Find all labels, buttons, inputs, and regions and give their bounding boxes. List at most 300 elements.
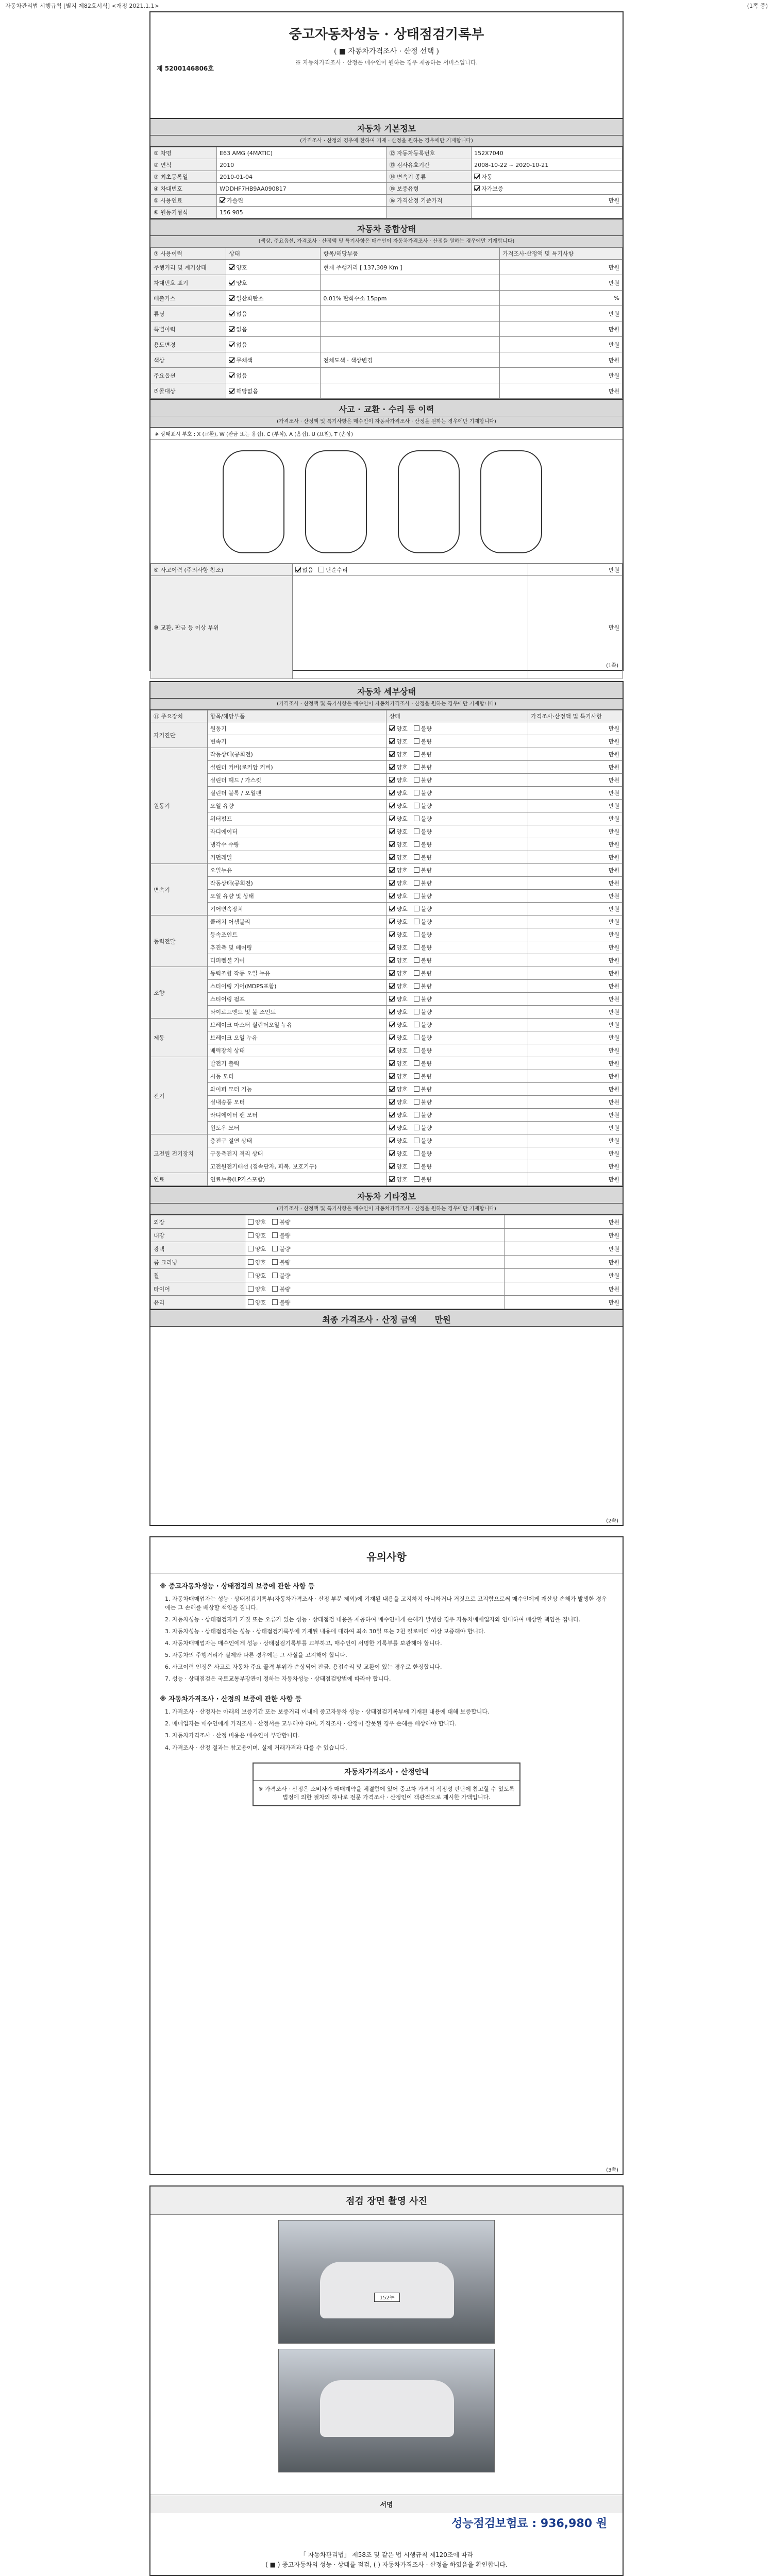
state-bad: 불량	[279, 1299, 291, 1306]
checkbox-icon[interactable]	[414, 1176, 419, 1182]
state-good: 양호	[396, 1035, 408, 1041]
checkbox-icon[interactable]	[389, 854, 395, 860]
column-header: 상태	[386, 710, 528, 722]
state-good: 양호	[396, 919, 408, 925]
checkbox-icon[interactable]	[414, 790, 419, 795]
inspection-photo-front	[278, 2220, 495, 2344]
state-good: 양호	[396, 790, 408, 796]
table-row	[151, 851, 623, 864]
item-label: 용도변경	[151, 337, 226, 352]
table-row	[151, 1173, 623, 1186]
state-bad: 불량	[279, 1259, 291, 1266]
price-cell: 만원	[528, 1031, 622, 1044]
price-cell: 만원	[500, 383, 623, 399]
list-item: 4. 가격조사 · 산정 결과는 참고용이며, 실제 거래가격과 다를 수 있습니다.	[165, 1744, 347, 1751]
checkbox-label: 없음	[236, 326, 247, 333]
item-label: 추진축 및 베어링	[207, 941, 386, 954]
item-label: 변속기	[207, 735, 386, 748]
final-price-title	[150, 1309, 623, 1327]
checkbox-icon[interactable]	[414, 880, 419, 886]
state-bad: 불량	[421, 1086, 432, 1093]
item-state	[386, 1134, 528, 1147]
checkbox-icon[interactable]	[389, 919, 395, 924]
checkbox-icon[interactable]	[389, 725, 395, 731]
checkbox-icon[interactable]	[389, 1176, 395, 1182]
checkbox-icon[interactable]	[248, 1219, 254, 1225]
column-header: 항목/해당부품	[207, 710, 386, 722]
checkbox-label: 무채색	[236, 357, 253, 364]
price-cell: 만원	[505, 1282, 623, 1296]
state-bad: 불량	[421, 828, 432, 835]
checkbox-icon[interactable]	[414, 803, 419, 808]
table-row	[151, 1057, 623, 1070]
state-bad: 불량	[421, 931, 432, 938]
price-cell: 만원	[528, 903, 622, 916]
checkbox-icon[interactable]	[389, 1125, 395, 1130]
table-header-row	[151, 248, 623, 260]
checkbox-label: 자가보증	[481, 185, 503, 192]
checkbox-icon[interactable]	[272, 1232, 278, 1238]
accident-note: (가격조사 · 산정액 및 특기사항은 매수인이 자동차가격조사 · 산정을 원하는 경우에만 기재합니다)	[150, 416, 623, 428]
price-cell: %	[500, 291, 623, 306]
item-state	[386, 812, 528, 825]
notice-list-2	[150, 1707, 623, 1752]
column-header: ⑦ 사용이력	[151, 248, 226, 260]
checkbox-label: 단순수리	[326, 567, 348, 573]
price-cell: 만원	[528, 980, 622, 993]
checkbox-icon[interactable]	[389, 906, 395, 911]
checkbox-icon[interactable]	[389, 880, 395, 886]
checkbox-icon[interactable]	[414, 738, 419, 744]
checkbox-icon[interactable]	[414, 919, 419, 924]
field-label	[386, 207, 472, 218]
list-item: 4. 자동차매매업자는 매수인에게 성능 · 상태점검기록부를 교부하고, 매수인이 서명한 기록부를 보관해야 합니다.	[165, 1640, 442, 1647]
checkbox-icon[interactable]	[220, 197, 225, 203]
item-state	[226, 383, 321, 399]
item-state	[386, 864, 528, 877]
summary-table	[150, 247, 623, 399]
item-state	[245, 1242, 505, 1256]
accident-table	[150, 564, 623, 679]
item-state	[386, 890, 528, 903]
checkbox-icon[interactable]	[389, 816, 395, 821]
checkbox-icon[interactable]	[295, 567, 301, 572]
field-label: ⑥ 원동기형식	[151, 207, 217, 218]
price-cell: 만원	[500, 321, 623, 337]
price-cell: 만원	[505, 1256, 623, 1269]
item-label: 타이어	[151, 1282, 245, 1296]
item-detail: 0.01% 탄화수소 15ppm	[321, 291, 500, 306]
checkbox-icon[interactable]	[414, 751, 419, 757]
checkbox-icon[interactable]	[248, 1273, 254, 1278]
price-cell: 만원	[528, 1083, 622, 1096]
checkbox-icon[interactable]	[318, 567, 324, 572]
field-label: ② 연식	[151, 159, 217, 171]
checkbox-icon[interactable]	[229, 357, 234, 363]
table-row	[151, 195, 623, 207]
checkbox-icon[interactable]	[272, 1259, 278, 1265]
item-label: 작동상태(공회전)	[207, 877, 386, 890]
checkbox-icon[interactable]	[414, 1022, 419, 1027]
checkbox-icon[interactable]	[414, 970, 419, 976]
state-good: 양호	[396, 1086, 408, 1093]
state-bad: 불량	[279, 1245, 291, 1252]
checkbox-icon[interactable]	[248, 1286, 254, 1292]
table-row	[151, 368, 623, 383]
item-state	[386, 877, 528, 890]
price-cell: 만원	[505, 1269, 623, 1282]
field-value: 152X7040	[472, 147, 623, 159]
state-good: 양호	[396, 867, 408, 874]
checkbox-icon[interactable]	[414, 1099, 419, 1105]
summary-note: (색상, 주요옵션, 가격조사 · 산정액 및 특기사항은 매수인이 자동차가격조사 · 산정을 원하는 경우에만 기재합니다)	[150, 236, 623, 247]
checkbox-icon[interactable]	[414, 944, 419, 950]
state-good: 양호	[396, 1047, 408, 1054]
checkbox-icon[interactable]	[414, 828, 419, 834]
column-header: 가격조사·산정액 및 특기사항	[528, 710, 622, 722]
checkbox-icon[interactable]	[414, 841, 419, 847]
checkbox-icon[interactable]	[414, 996, 419, 1002]
table-row	[151, 993, 623, 1006]
item-label: 실린더 블록 / 오일팬	[207, 787, 386, 800]
item-label: 원동기	[207, 722, 386, 735]
group-label: 조향	[151, 967, 208, 1019]
checkbox-icon[interactable]	[248, 1246, 254, 1251]
checkbox-icon[interactable]	[248, 1232, 254, 1238]
checkbox-icon[interactable]	[389, 970, 395, 976]
list-item: 3. 자동차가격조사 · 산정 비용은 매수인이 부담합니다.	[165, 1732, 300, 1739]
state-bad: 불량	[421, 1099, 432, 1106]
detail-note: (가격조사 · 산정액 및 특기사항은 매수인이 자동차가격조사 · 산정을 원하는 경우에만 기재합니다)	[150, 699, 623, 710]
list-item: 7. 성능 · 상태점검은 국토교통부장관이 정하는 자동차성능 · 상태점검방법에 따라야 합니다.	[165, 1675, 391, 1683]
table-row	[151, 1215, 623, 1229]
price-cell: 만원	[528, 1070, 622, 1083]
table-row	[151, 260, 623, 275]
price-cell: 만원	[528, 851, 622, 864]
price-cell: 만원	[528, 916, 622, 928]
state-good: 양호	[396, 1112, 408, 1118]
table-row	[151, 159, 623, 171]
state-good: 양호	[396, 1125, 408, 1131]
checkbox-icon[interactable]	[272, 1246, 278, 1251]
state-good: 양호	[255, 1245, 266, 1252]
checkbox-icon[interactable]	[389, 777, 395, 783]
state-good: 양호	[396, 841, 408, 848]
notice-title: 유의사항	[150, 1537, 623, 1573]
state-good: 양호	[396, 1022, 408, 1028]
item-label: 배력장치 상태	[207, 1044, 386, 1057]
price-cell: 만원	[528, 1160, 622, 1173]
price-cell: 만원	[528, 722, 622, 735]
checkbox-icon[interactable]	[414, 1060, 419, 1066]
checkbox-icon[interactable]	[229, 311, 234, 316]
item-state	[245, 1269, 505, 1282]
price-cell: 만원	[505, 1229, 623, 1242]
checkbox-icon[interactable]	[389, 751, 395, 757]
checkbox-icon[interactable]	[229, 342, 234, 347]
summary-title: 자동차 종합상태	[150, 218, 623, 236]
checkbox-icon[interactable]	[229, 280, 234, 285]
item-state	[386, 1122, 528, 1134]
list-item: 3. 자동차성능 · 상태점검자는 성능 · 상태점검기록부에 기재된 내용에 대하여 최소 30일 또는 2천 킬로미터 이상 보증해야 합니다.	[165, 1628, 486, 1635]
checkbox-icon[interactable]	[389, 1047, 395, 1053]
table-row	[151, 1147, 623, 1160]
checkbox-icon[interactable]	[389, 1163, 395, 1169]
checkbox-icon[interactable]	[414, 816, 419, 821]
checkbox-icon[interactable]	[389, 1035, 395, 1040]
page-number: (3쪽)	[606, 2167, 618, 2173]
item-label: 고전원전기배선 (접속단자, 피복, 보호기구)	[207, 1160, 386, 1173]
car-side-left-icon	[223, 450, 284, 553]
checkbox-icon[interactable]	[389, 931, 395, 937]
item-state	[226, 291, 321, 306]
checkbox-icon[interactable]	[414, 725, 419, 731]
checkbox-icon[interactable]	[414, 1047, 419, 1053]
state-good: 양호	[396, 828, 408, 835]
price-cell: 만원	[528, 774, 622, 787]
checkbox-icon[interactable]	[272, 1219, 278, 1225]
state-bad: 불량	[421, 725, 432, 732]
item-state	[226, 352, 321, 368]
table-header-row	[151, 710, 623, 722]
checkbox-icon[interactable]	[389, 957, 395, 963]
item-state	[386, 1173, 528, 1186]
price-cell: 만원	[505, 1296, 623, 1309]
checkbox-icon[interactable]	[229, 388, 234, 394]
state-good: 양호	[255, 1232, 266, 1239]
item-state	[386, 774, 528, 787]
checkbox-icon[interactable]	[229, 295, 234, 301]
checkbox-label: 양호	[236, 264, 247, 271]
table-row	[151, 383, 623, 399]
price-cell: 만원	[528, 1122, 622, 1134]
group-label: 고전원 전기장치	[151, 1134, 208, 1173]
checkbox-icon[interactable]	[389, 790, 395, 795]
item-label: 실린더 커버(로커암 커버)	[207, 761, 386, 774]
checkbox-icon[interactable]	[248, 1259, 254, 1265]
status-legend: ※ 상태표시 부호 : X (교환), W (판금 또는 용접), C (부식), A (흠집), U (요철), T (손상)	[150, 428, 623, 440]
price-cell: 만원	[528, 800, 622, 812]
checkbox-icon[interactable]	[272, 1299, 278, 1305]
checkbox-icon[interactable]	[414, 906, 419, 911]
checkbox-label: 가솔린	[227, 197, 243, 204]
checkbox-icon[interactable]	[389, 1022, 395, 1027]
item-state	[386, 761, 528, 774]
checkbox-icon[interactable]	[229, 326, 234, 332]
item-state	[386, 954, 528, 967]
checkbox-icon[interactable]	[474, 185, 480, 191]
checkbox-icon[interactable]	[389, 1099, 395, 1105]
checkbox-icon[interactable]	[414, 1073, 419, 1079]
checkbox-icon[interactable]	[389, 1086, 395, 1092]
checkbox-icon[interactable]	[389, 944, 395, 950]
confirmation-line: 「 자동차관리법」 제58조 및 같은 법 시행규칙 제120조에 따라	[299, 2551, 474, 2558]
price-cell: 만원	[500, 368, 623, 383]
state-good: 양호	[255, 1259, 266, 1266]
price-cell: 만원	[528, 877, 622, 890]
item-label: 등속조인트	[207, 928, 386, 941]
checkbox-icon[interactable]	[414, 1086, 419, 1092]
license-plate: 152누	[374, 2293, 400, 2302]
checkbox-icon[interactable]	[414, 1138, 419, 1143]
price-cell: 만원	[528, 890, 622, 903]
table-row	[151, 1044, 623, 1057]
group-label: 전기	[151, 1057, 208, 1134]
checkbox-icon[interactable]	[389, 841, 395, 847]
checkbox-icon[interactable]	[389, 1150, 395, 1156]
notice-section-1: ※ 중고자동차성능 · 상태점검의 보증에 관한 사항 등	[160, 1583, 315, 1590]
table-row	[151, 1229, 623, 1242]
checkbox-icon[interactable]	[414, 777, 419, 783]
item-state	[386, 903, 528, 916]
checkbox-icon[interactable]	[389, 1112, 395, 1117]
checkbox-icon[interactable]	[414, 1009, 419, 1014]
table-row	[151, 1109, 623, 1122]
table-row	[151, 1160, 623, 1173]
checkbox-icon[interactable]	[389, 828, 395, 834]
item-label: 구동축전지 격리 상태	[207, 1147, 386, 1160]
checkbox-icon[interactable]	[414, 1163, 419, 1169]
checkbox-icon[interactable]	[248, 1299, 254, 1305]
state-bad: 불량	[421, 880, 432, 887]
state-good: 양호	[396, 1176, 408, 1183]
field-label: ⑨ 사고이력 (주의사항 참조)	[151, 564, 293, 576]
price-cell: 만원	[500, 275, 623, 291]
checkbox-icon[interactable]	[389, 996, 395, 1002]
item-label: 실린더 헤드 / 가스킷	[207, 774, 386, 787]
checkbox-label: 없음	[236, 341, 247, 348]
checkbox-icon[interactable]	[389, 1138, 395, 1143]
checkbox-icon[interactable]	[389, 893, 395, 899]
state-good: 양호	[396, 1009, 408, 1015]
price-cell: 만원	[528, 1096, 622, 1109]
state-good: 양호	[396, 893, 408, 900]
page-title: 중고자동차성능 · 상태점검기록부	[289, 27, 484, 42]
field-value: WDDHF7HB9AA090817	[217, 183, 386, 195]
checkbox-icon[interactable]	[414, 1035, 419, 1040]
table-row	[151, 171, 623, 183]
state-good: 양호	[396, 944, 408, 951]
item-label: 연료누출(LP가스포함)	[207, 1173, 386, 1186]
field-value: 156 985	[217, 207, 386, 218]
confirmation-text	[150, 2550, 623, 2570]
item-state	[386, 980, 528, 993]
page-number: (2쪽)	[606, 1518, 618, 1524]
checkbox-icon[interactable]	[229, 264, 234, 270]
page-4	[149, 2185, 624, 2576]
item-label: 주행거리 및 계기상태	[151, 260, 226, 275]
table-row	[151, 1070, 623, 1083]
page-counter: (1쪽 중)	[747, 3, 768, 9]
checkbox-icon[interactable]	[389, 803, 395, 808]
checkbox-icon[interactable]	[414, 1150, 419, 1156]
state-bad: 불량	[421, 1112, 432, 1118]
state-good: 양호	[396, 931, 408, 938]
checkbox-icon[interactable]	[414, 983, 419, 989]
table-row	[151, 722, 623, 735]
price-cell: 만원	[528, 1019, 622, 1031]
checkbox-icon[interactable]	[414, 764, 419, 770]
checkbox-icon[interactable]	[414, 1112, 419, 1117]
checkbox-icon[interactable]	[389, 1073, 395, 1079]
item-label: 발전기 출력	[207, 1057, 386, 1070]
table-row	[151, 967, 623, 980]
car-photo-icon	[320, 2262, 454, 2318]
checkbox-icon[interactable]	[414, 1125, 419, 1130]
checkbox-icon[interactable]	[389, 983, 395, 989]
checkbox-icon[interactable]	[414, 957, 419, 963]
state-good: 양호	[396, 816, 408, 822]
item-state	[386, 838, 528, 851]
checkbox-icon[interactable]	[272, 1273, 278, 1278]
state-bad: 불량	[421, 1047, 432, 1054]
checkbox-icon[interactable]	[389, 738, 395, 744]
table-row	[151, 787, 623, 800]
table-row	[151, 1096, 623, 1109]
inspection-fee: 성능점검보험료 : 936,980 원	[451, 2517, 607, 2530]
checkbox-icon[interactable]	[389, 1060, 395, 1066]
item-state	[386, 735, 528, 748]
state-good: 양호	[396, 854, 408, 861]
state-bad: 불량	[421, 764, 432, 771]
table-row	[151, 1269, 623, 1282]
field-label: ④ 차대번호	[151, 183, 217, 195]
checkbox-icon[interactable]	[389, 1009, 395, 1014]
appraisal-guide-title: 자동차가격조사 · 산정안내	[254, 1764, 519, 1781]
field-label: ⑯ 가격산정 기준가격	[386, 195, 472, 207]
column-header: 항목/해당부품	[321, 248, 500, 260]
item-state	[386, 993, 528, 1006]
item-label: 와이퍼 모터 기능	[207, 1083, 386, 1096]
price-cell: 만원	[528, 787, 622, 800]
checkbox-icon[interactable]	[272, 1286, 278, 1292]
item-state	[386, 967, 528, 980]
field-label: ⑫ 자동차등록번호	[386, 147, 472, 159]
column-header: 상태	[226, 248, 321, 260]
table-row	[151, 1083, 623, 1096]
checkbox-icon[interactable]	[389, 764, 395, 770]
detail-table	[150, 710, 623, 1186]
price-cell: 만원	[528, 941, 622, 954]
appraisal-guide-text: ※ 가격조사 · 산정은 소비자가 매매계약을 체결함에 있어 중고차 가격의 적정성 판단에 참고할 수 있도록 법정에 의한 절차의 하나로 전문 가격조사 · 산정인이 객관적으로 제시한 가액입니다.	[258, 1785, 515, 1801]
checkbox-icon[interactable]	[414, 893, 419, 899]
table-row	[151, 1031, 623, 1044]
checkbox-icon[interactable]	[229, 372, 234, 378]
other-body	[151, 1215, 623, 1309]
table-row	[151, 1296, 623, 1309]
state-bad: 불량	[421, 1035, 432, 1041]
item-state	[386, 941, 528, 954]
item-state	[386, 825, 528, 838]
checkbox-icon[interactable]	[414, 867, 419, 873]
item-label: 차대번호 표기	[151, 275, 226, 291]
price-cell: 만원	[528, 761, 622, 774]
checkbox-icon[interactable]	[414, 931, 419, 937]
page-1-header	[150, 12, 623, 66]
item-detail: 현재 주행거리 [ 137,309 Km ]	[321, 260, 500, 275]
column-header: 가격조사·산정액 및 특기사항	[500, 248, 623, 260]
price-cell: 만원	[505, 1215, 623, 1229]
checkbox-icon[interactable]	[474, 174, 480, 179]
checkbox-icon[interactable]	[389, 867, 395, 873]
item-state	[386, 800, 528, 812]
item-label: 배출가스	[151, 291, 226, 306]
basic-info-note: (가격조사 · 산정의 경우에 한하여 기재 · 산정을 원하는 경우에만 기재합니다)	[150, 135, 623, 147]
state-good: 양호	[396, 957, 408, 964]
form-reference: 자동차관리법 시행규칙 [별지 제82호서식] <개정 2021.1.1>	[5, 3, 159, 9]
photo-section-title: 점검 장면 촬영 사진	[150, 2187, 623, 2215]
checkbox-icon[interactable]	[414, 854, 419, 860]
